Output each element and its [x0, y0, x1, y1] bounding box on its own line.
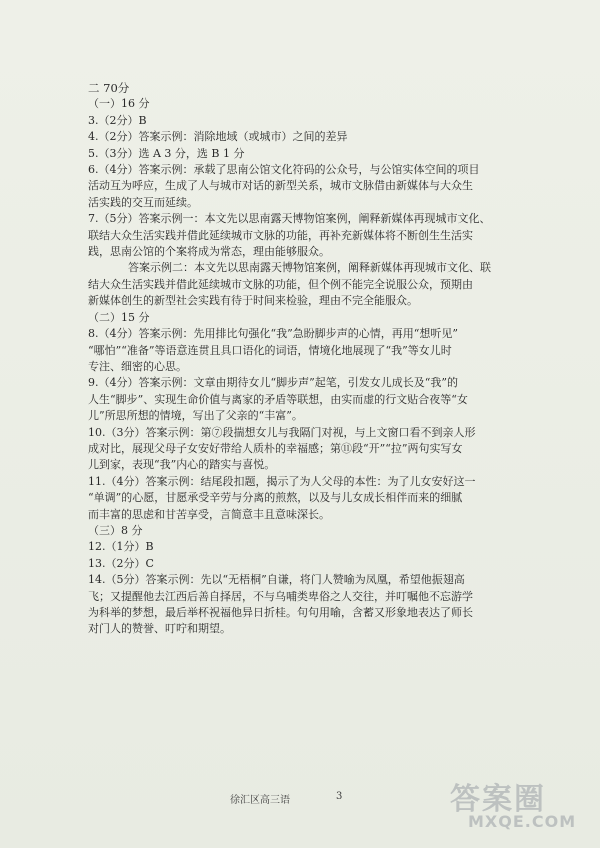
answer-line: 新媒体创生的新型社会实践有待于时间来检验，理由不完全能服众。 — [88, 294, 418, 308]
answer-line: 14.（5分）答案示例：先以“无梧桐”自谦，将门人赞喻为凤凰，希望他振翅高 — [88, 573, 465, 587]
answer-line: 飞；又提醒他去江西后善自择居，不与乌哺类卑俗之人交往，并叮嘱他不忘游学 — [88, 589, 473, 603]
watermark-logo — [450, 774, 590, 836]
subsection-title: （三）8 分 — [88, 523, 143, 537]
answer-line: 4.（2分）答案示例：消除地域（或城市）之间的差异 — [88, 130, 348, 144]
answer-line: 结大众生活实践并借此延续城市文脉的功能，但个例不能完全说服公众，预期由 — [88, 277, 473, 291]
answer-line: 11.（4分）答案示例：结尾段扣题，揭示了为人父母的本性：为了儿女安好这一 — [88, 474, 476, 488]
answer-line: 为科举的梦想，最后举杯祝福他异日折桂。句句用喻，含蓄又形象地表达了师长 — [88, 606, 473, 619]
footer-title: 徐汇区高三语 — [230, 795, 290, 806]
answer-line: 8.（4分）答案示例：先用排比句强化“我”急盼脚步声的心情，再用“想听见” — [88, 327, 458, 341]
answer-line: 专注、细密的心思。 — [88, 359, 187, 373]
answer-line: 12.（1分）B — [88, 540, 154, 554]
watermark-text: 答案圈 — [450, 782, 546, 817]
answer-line: 活动互为呼应，生成了人与城市对话的新型关系，城市文脉借由新媒体与大众生 — [88, 179, 473, 193]
answer-line: 对门人的赞誉、叮咛和期望。 — [88, 622, 231, 636]
answer-line: 10.（3分）答案示例：第⑦段揣想女儿与我隔门对视，与上文窗口看不到亲人形 — [88, 425, 476, 439]
answer-line: 答案示例二：本文先以思南露天博物馆案例，阐释新媒体再现城市文化、联 — [128, 261, 491, 275]
answer-line: “哪怕”“准备”等语意连贯且具口语化的词语，情境化地展现了“我”等女儿时 — [88, 343, 452, 357]
answer-line: 践，思南公馆的个案将成为常态，理由能够服众。 — [88, 245, 330, 259]
answer-line: 而丰富的思虑和甘苦享受，言简意丰且意味深长。 — [88, 507, 330, 521]
answer-line: 儿到家，表现“我”内心的踏实与喜悦。 — [88, 458, 276, 472]
subsection-title: （二）15 分 — [88, 310, 150, 324]
answer-line: 13.（2分）C — [88, 556, 154, 570]
answer-line: “单调”的心愿，甘愿承受辛劳与分离的煎熬，以及与儿女成长相伴而来的细腻 — [88, 491, 463, 505]
answer-line: 人生“脚步”、实现生命价值与离家的矛盾等联想，由实而虚的行文贴合夜等“女 — [88, 392, 468, 406]
answer-line: 成对比，展现父母子女安好带给人质朴的幸福感；第⑪段“开”“拉”两句实写女 — [88, 441, 463, 455]
answer-line: 6.（4分）答案示例：承载了思南公馆文化符码的公众号，与公馆实体空间的项目 — [88, 163, 480, 177]
answer-content — [88, 80, 528, 638]
answer-line: 儿”所思所想的情境，写出了父亲的“丰富”。 — [88, 409, 303, 423]
section-title: 二 70分 — [88, 81, 130, 95]
answer-line: 活实践的交互而延续。 — [88, 195, 198, 209]
answer-line: 联结大众生活实践并借此延续城市文脉的功能，再补充新媒体将不断创生生活实 — [88, 228, 473, 242]
subsection-title: （一）16 分 — [88, 97, 150, 111]
page-number: 3 — [336, 791, 343, 802]
answer-line: 9.（4分）答案示例：文章由期待女儿“脚步声”起笔，引发女儿成长及“我”的 — [88, 376, 458, 390]
answer-line: 5.（3分）选 A 3 分，选 B 1 分 — [88, 146, 245, 160]
answer-line: 3.（2分）B — [88, 113, 147, 127]
watermark-url: MXQE.COM — [468, 812, 577, 831]
answer-line: 7.（5分）答案示例一：本文先以思南露天博物馆案例，阐释新媒体再现城市文化、 — [88, 212, 491, 226]
